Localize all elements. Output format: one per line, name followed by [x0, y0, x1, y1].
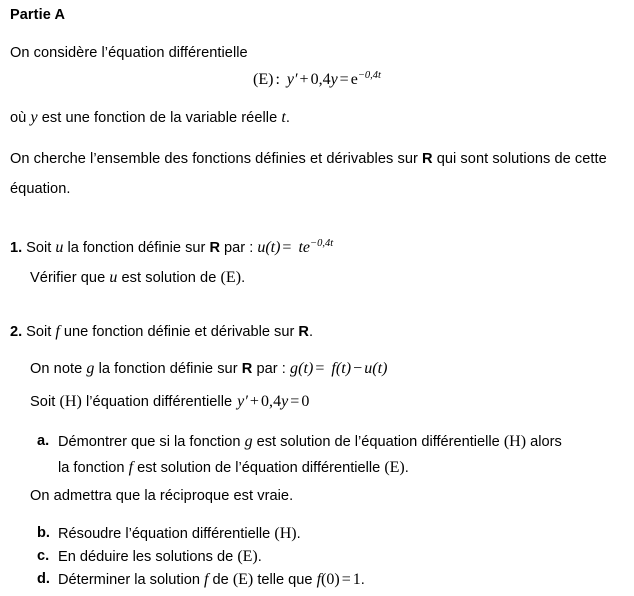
question-2-item-d-marker: d. — [37, 571, 50, 587]
equation-E-variable: y — [330, 71, 338, 88]
equation-E-reference: (E) — [232, 571, 254, 588]
question-1-def-t: t — [298, 239, 303, 256]
equation-H-equals: = — [290, 393, 300, 410]
equation-H-coefficient: 0,4 — [260, 393, 282, 410]
page-title: Partie A — [10, 7, 66, 23]
question-2-item-b-marker: b. — [37, 525, 50, 541]
item-c-text-1: En déduire les solutions de — [58, 549, 234, 565]
equation-E-reference: (E) — [220, 269, 242, 286]
equation-g-minus: − — [353, 360, 363, 377]
question-2-line-3-a: Soit — [30, 394, 56, 410]
question-2-var-g: g — [86, 360, 95, 377]
item-a-text-2: est solution de l’équation différentielle — [256, 434, 500, 450]
item-d-period: . — [360, 572, 365, 588]
item-d-condition-equals: = — [341, 571, 351, 588]
item-b-period: . — [296, 526, 301, 542]
question-2-item-a-marker: a. — [37, 433, 50, 449]
question-1-var-u: u — [55, 239, 64, 256]
intro-line-2 — [10, 103, 290, 133]
item-a-text-1: Démontrer que si la fonction — [58, 434, 241, 450]
question-2-line-1-period: . — [308, 324, 313, 340]
equation-g-lhs: g(t) — [290, 360, 314, 377]
equation-E-equals: = — [339, 71, 349, 88]
question-2-line-1-a: Soit — [26, 324, 52, 340]
equation-H-plus: + — [249, 393, 259, 410]
question-2-item-a — [37, 429, 624, 481]
question-2-line-3-b: l’équation différentielle — [85, 394, 233, 410]
equation-E-reference: (E) — [237, 548, 258, 565]
equation-E-reference: (E) — [384, 459, 405, 476]
question-1-text-b: la fonction définie sur — [67, 240, 206, 256]
question-1-def-equals: = — [282, 239, 292, 256]
intro-line-2-prefix: où — [10, 110, 27, 126]
question-2-item-d-body — [58, 567, 624, 593]
item-a-text-4: la fonction — [58, 460, 125, 476]
question-1-sub-period: . — [241, 270, 246, 286]
equation-H-y: y — [237, 393, 245, 410]
equation-H-reference: (H) — [274, 525, 297, 542]
question-2-var-f: f — [55, 323, 60, 340]
question-1-subtext — [30, 263, 245, 293]
intro-line-3: On cherche l’ensemble des fonctions définies et dérivables sur — [10, 151, 418, 167]
item-a-continuation — [58, 455, 624, 481]
question-1-sub-var: u — [109, 269, 118, 286]
item-d-var-f: f — [204, 571, 209, 588]
equation-g-rhs-u: u(t) — [364, 360, 388, 377]
equation-E-colon: : — [275, 71, 280, 88]
question-1-marker: 1. — [10, 240, 23, 256]
item-d-condition-arg: (0) — [321, 571, 340, 588]
question-2-line-3 — [30, 387, 309, 417]
intro-variable-t: t — [281, 109, 286, 126]
question-2-line-2-a: On note — [30, 361, 83, 377]
equation-E-coefficient: 0,4 — [310, 71, 331, 88]
equation-H-reference: (H) — [503, 433, 527, 450]
item-a-var-f: f — [128, 459, 134, 476]
set-R-symbol: R — [422, 151, 433, 167]
item-d-text-3: telle que — [257, 572, 313, 588]
equation-H-variable: y — [281, 393, 289, 410]
equation-E-display — [0, 71, 634, 89]
item-c-period: . — [257, 549, 262, 565]
equation-E-plus: + — [299, 71, 309, 88]
question-2-item-a-body — [58, 429, 624, 481]
item-a-period: . — [404, 460, 409, 476]
intro-line-4: de cette équation. — [10, 151, 607, 197]
equation-E-label: (E) — [253, 71, 274, 88]
intro-line-1: On considère l’équation différentielle — [10, 45, 248, 61]
question-2-line-2 — [30, 354, 388, 384]
question-1-text-c: par : — [224, 240, 254, 256]
equation-E-exponent: −0,4t — [357, 70, 381, 82]
intro-variable-y: y — [30, 109, 38, 126]
equation-H-prime: ′ — [244, 393, 248, 410]
question-2 — [10, 317, 313, 347]
question-1-sub-b: est solution de — [121, 270, 217, 286]
equation-E-y: y — [286, 71, 295, 88]
item-a-text-3: alors — [530, 434, 562, 450]
equation-g-equals: = — [315, 360, 325, 377]
question-2-item-c-marker: c. — [37, 548, 50, 564]
question-2-line-1-b: une fonction définie et dérivable sur — [63, 324, 295, 340]
question-1-text-a: Soit — [26, 240, 52, 256]
item-a-text-5: est solution de l’équation différentielle — [137, 460, 381, 476]
set-R-symbol: R — [241, 361, 253, 377]
intro-line-2-period: . — [285, 110, 290, 126]
equation-g-rhs-f: f(t) — [331, 360, 352, 377]
question-2-line-2-b: la fonction définie sur — [98, 361, 238, 377]
item-d-condition-func: f — [316, 571, 322, 588]
question-2-marker: 2. — [10, 324, 23, 340]
question-2-item-d — [37, 567, 624, 593]
item-d-condition-value: 1 — [352, 571, 361, 588]
question-1-def-exponent: −0,4t — [310, 238, 334, 250]
question-1-def-base: e — [302, 239, 311, 256]
equation-H-label: (H) — [59, 393, 82, 410]
set-R-symbol: R — [298, 324, 309, 340]
intro-line-3-cont: qui sont solutions — [436, 151, 551, 167]
equation-E-exp-base: e — [350, 71, 358, 88]
equation-E-prime: ′ — [294, 71, 298, 88]
set-R-symbol: R — [209, 240, 220, 256]
item-d-text-1: Déterminer la solution — [58, 572, 200, 588]
question-1-sub-a: Vérifier que — [30, 270, 106, 286]
question-2-note: On admettra que la réciproque est vraie. — [30, 488, 294, 504]
question-2-line-2-c: par : — [256, 361, 286, 377]
item-d-text-2: de — [212, 572, 229, 588]
item-b-text-1: Résoudre l’équation différentielle — [58, 526, 271, 542]
equation-H-rhs: 0 — [301, 393, 310, 410]
intro-paragraph-2 — [10, 144, 626, 204]
question-1 — [10, 233, 333, 263]
question-1-def-func: u(t) — [257, 239, 281, 256]
item-a-var-g: g — [244, 433, 253, 450]
intro-line-2-middle: est une fonction de la variable réelle — [41, 110, 278, 126]
